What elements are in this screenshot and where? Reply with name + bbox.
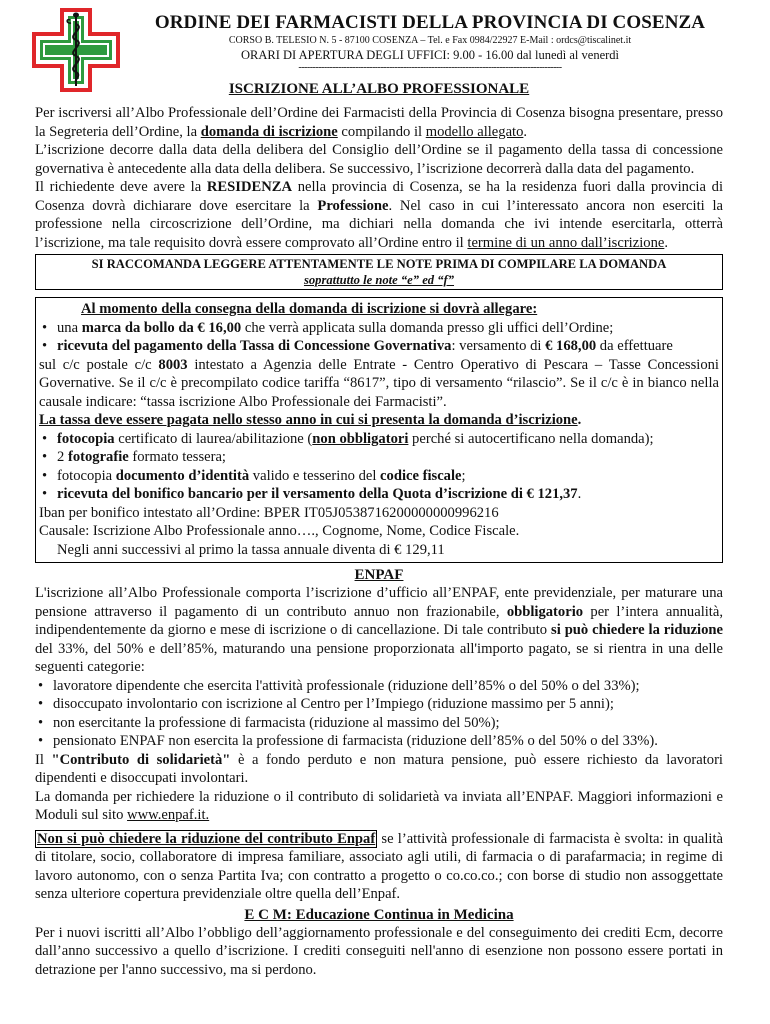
letterhead-address: CORSO B. TELESIO N. 5 - 87100 COSENZA – Tel. e Fax 0984/22927 E-Mail : ordcs@tiscalinet.it (228, 35, 632, 46)
postal-account-paragraph: sul c/c postale c/c 8003 intestato a Agenzia delle Entrate - Centro Operativo di Pescara – Tasse Concessioni Governative. Se il c/c è precompilato codice tariffa “8617”, tipo di versamento “rilascio”. Se il c/c è in bianco nella causale indicare: “tassa iscrizione Albo Professionale dei Farmacisti”. (39, 356, 719, 410)
list-item: • una marca da bollo da € 16,00 che verrà applicata sulla domanda presso gli uffici dell’Ordine; (39, 319, 719, 338)
ecm-paragraph: Per i nuovi iscritti all’Albo l’obbligo dell’aggiornamento professionale e del conseguimento dei crediti Ecm, decorre dall’anno successivo a quello d’iscrizione. I crediti conseguiti nell'anno di esenzione non possono essere portati in detrazione per l'anno successivo, ma si perdono. (35, 924, 723, 978)
enpaf-paragraph-1: L'iscrizione all’Albo Professionale comporta l’iscrizione d’ufficio all’ENPAF, ente previdenziale, per maturare una pensione attraverso il pagamento di un contributo annuo non frazionabile, obbligatorio per l’intera annualità, indipendentemente da giorno e mese di iscrizione o di cancellazione. Di tale contributo si può chiedere la riduzione del 33%, del 50% e dell’85%, maturando una pensione proporzionata all'importo pagato, se si rientra in una delle seguenti categorie: (35, 585, 723, 675)
iban-line: Iban per bonifico intestato all’Ordine: BPER IT05J0538716200000000996216 (39, 504, 499, 521)
office-hours: ORARI DI APERTURA DEGLI UFFICI: 9.00 - 16.00 dal lunedì al venerdì (240, 48, 620, 62)
iscrizione-title: ISCRIZIONE ALL’ALBO PROFESSIONALE (228, 81, 530, 97)
iscrizione-paragraph-2: L’iscrizione decorre dalla data della delibera del Consiglio dell’Ordine se il pagamento della tassa di concessione governativa è antecedente alla data della delibera. Se successivo, l’iscrizione decorrerà dalla data del pagamento. (35, 142, 723, 177)
list-item: • ricevuta del bonifico bancario per il versamento della Quota d’iscrizione di € 121,37. (39, 485, 719, 504)
document-body (35, 80, 723, 979)
list-item: • lavoratore dipendente che esercita l'attività professionale (riduzione dell’85% o del 50% o del 33%); (35, 677, 723, 696)
enpaf-paragraph-3: La domanda per richiedere la riduzione o il contributo di solidarietà va inviata all’ENPAF. Maggiori informazioni e Moduli sul sito www.enpaf.it. (35, 788, 723, 823)
warning-line: SI RACCOMANDA LEGGERE ATTENTAMENTE LE NOTE PRIMA DI COMPILARE LA DOMANDA (91, 257, 667, 271)
enpaf-paragraph-2: Il "Contributo di solidarietà" è a fondo perduto e non matura pensione, può essere richiesto da lavoratori dipendenti e disoccupati involontari. (35, 751, 723, 786)
causale-line: Causale: Iscrizione Albo Professionale anno…., Cognome, Nome, Codice Fiscale. (39, 523, 520, 539)
tassa-note: La tassa deve essere pagata nello stesso anno in cui si presenta la domanda d’iscrizione. (39, 412, 582, 428)
list-item: • ricevuta del pagamento della Tassa di Concessione Governativa: versamento di € 168,00 da effettuare (39, 337, 719, 356)
annual-fee-line: Negli anni successivi al primo la tassa annuale diventa di € 129,11 (57, 541, 445, 558)
dashed-separator: --------------------------------------------------------------------------------------------- (298, 63, 562, 73)
letterhead-title: ORDINE DEI FARMACISTI DELLA PROVINCIA DI COSENZA (154, 12, 706, 33)
iscrizione-paragraph-3: Il richiedente deve avere la RESIDENZA nella provincia di Cosenza, se ha la residenza fuori dalla provincia di Cosenza dovrà dichiarare dove esercitare la Professione. Nel caso in cui l’interessato ancora non eserciti la professione nella circoscrizione dell’Ordine, ma dichiari nella domanda che ivi intende esercitarla, otterrà l’iscrizione, ma tale requisito dovrà essere comprovato all’Ordine entro il termine di un anno dall’iscrizione. (35, 179, 723, 251)
letterhead (120, 12, 740, 73)
allegati-title: Al momento della consegna della domanda di iscrizione si dovrà allegare: (81, 301, 538, 317)
list-item: • pensionato ENPAF non esercita la professione di farmacista (riduzione dell’85% o del 50% o del 33%). (35, 732, 723, 751)
enpaf-website-link[interactable]: www.enpaf.it. (127, 807, 210, 823)
warning-subline: soprattutto le note “e” ed “f” (303, 273, 455, 287)
list-item: • 2 fotografie formato tessera; (39, 448, 719, 467)
warning-box (35, 254, 723, 290)
list-item: • fotocopia documento d’identità valido e tesserino del codice fiscale; (39, 467, 719, 486)
list-item: • fotocopia certificato di laurea/abilitazione (non obbligatori perché si autocertificano nella domanda); (39, 430, 719, 449)
iscrizione-paragraph-1: Per iscriversi all’Albo Professionale dell’Ordine dei Farmacisti della Provincia di Cosenza bisogna presentare, presso la Segreteria dell’Ordine, la domanda di iscrizione compilando il modello allegato. (35, 105, 723, 140)
allegati-box (35, 297, 723, 563)
ecm-title: E C M: Educazione Continua in Medicina (244, 906, 514, 923)
list-item: • non esercitante la professione di farmacista (riduzione al massimo del 50%); (35, 714, 723, 733)
list-item: • disoccupato involontario con iscrizione al Centro per l’Impiego (riduzione massimo per 5 anni); (35, 695, 723, 714)
enpaf-paragraph-4: Non si può chiedere la riduzione del contributo Enpaf se l’attività professionale di farmacista è svolta: in qualità di titolare, socio, collaboratore di impresa familiare, associato agli utili, di farmacia o di parafarmacia; in regime di lavoro autonomo, con o senza Partita Iva; con contratto a progetto o co.co.co.; con borse di studio non assoggettate senza ulteriore copertura previdenziale oltre quella dell’Enpaf. (35, 830, 723, 902)
enpaf-title: ENPAF (354, 567, 404, 583)
